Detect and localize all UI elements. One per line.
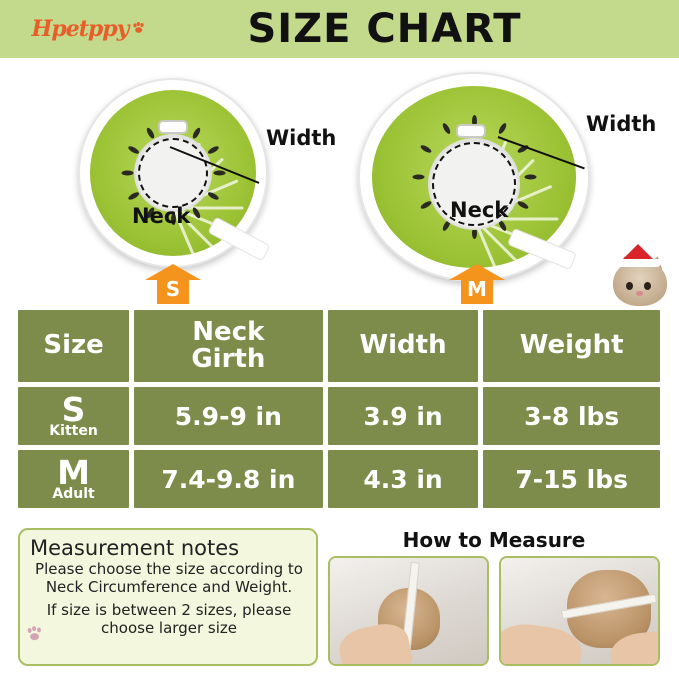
- width-label-medium: Width: [586, 112, 657, 136]
- size-badge-s-label: S: [165, 277, 181, 301]
- how-to-measure-panel: [328, 528, 660, 666]
- santa-cat-icon: [607, 244, 673, 308]
- measurement-notes-panel: [18, 528, 318, 666]
- measure-photo-2: [499, 556, 660, 666]
- row-s-neck-girth: 5.9-9 in: [134, 387, 323, 445]
- collar-buckle-medium: [456, 124, 486, 138]
- measure-photo-1: [328, 556, 489, 666]
- collar-image-medium: [358, 72, 590, 282]
- measurement-notes-line1: Please choose the size according to Neck Circumference and Weight.: [35, 560, 303, 596]
- table-header-size: Size: [18, 310, 129, 382]
- row-size-s-letter: S: [61, 389, 86, 429]
- measurement-notes-title: Measurement notes: [30, 536, 240, 560]
- row-s-width: 3.9 in: [328, 387, 479, 445]
- collar-buckle-small: [158, 120, 188, 134]
- table-header-row: [18, 310, 660, 382]
- collar-image-small: [78, 78, 268, 268]
- neck-label-small: Neck: [132, 204, 191, 228]
- row-size-s: [18, 387, 129, 445]
- size-table: [18, 310, 660, 513]
- bottom-section: [18, 528, 660, 666]
- row-m-width: 4.3 in: [328, 450, 479, 508]
- how-to-measure-title: How to Measure: [402, 528, 586, 552]
- size-badge-m: [449, 264, 505, 304]
- measurement-notes-line2: If size is between 2 sizes, please choose larger size: [46, 601, 292, 638]
- product-illustrations: [0, 58, 679, 310]
- brand-logo: [0, 16, 160, 42]
- row-m-weight: 7-15 lbs: [483, 450, 660, 508]
- paw-icon: [132, 22, 146, 34]
- table-header-weight: Weight: [483, 310, 660, 382]
- page-title: SIZE CHART: [247, 6, 522, 52]
- table-header-neck-line1: Neck: [192, 316, 265, 347]
- row-s-weight: 3-8 lbs: [483, 387, 660, 445]
- table-row: [18, 450, 660, 508]
- table-header-neck-girth: [134, 310, 323, 382]
- row-size-m-sub: Adult: [52, 485, 95, 502]
- header-band: [0, 0, 679, 58]
- size-badge-m-label: M: [467, 277, 487, 301]
- row-size-m: [18, 450, 129, 508]
- width-label-small: Width: [266, 126, 337, 150]
- paw-icon: [26, 626, 44, 642]
- table-row: [18, 387, 660, 445]
- neck-label-medium: Neck: [450, 198, 509, 222]
- table-header-width: Width: [328, 310, 479, 382]
- row-m-neck-girth: 7.4-9.8 in: [134, 450, 323, 508]
- brand-name: Hpetppy: [31, 16, 129, 42]
- how-to-measure-photos: [328, 556, 660, 666]
- table-header-neck-line2: Girth: [191, 344, 266, 374]
- santa-hat-icon: [615, 244, 661, 266]
- size-badge-s: [145, 264, 201, 304]
- row-size-s-sub: Kitten: [49, 422, 98, 439]
- row-size-m-letter: M: [57, 452, 90, 492]
